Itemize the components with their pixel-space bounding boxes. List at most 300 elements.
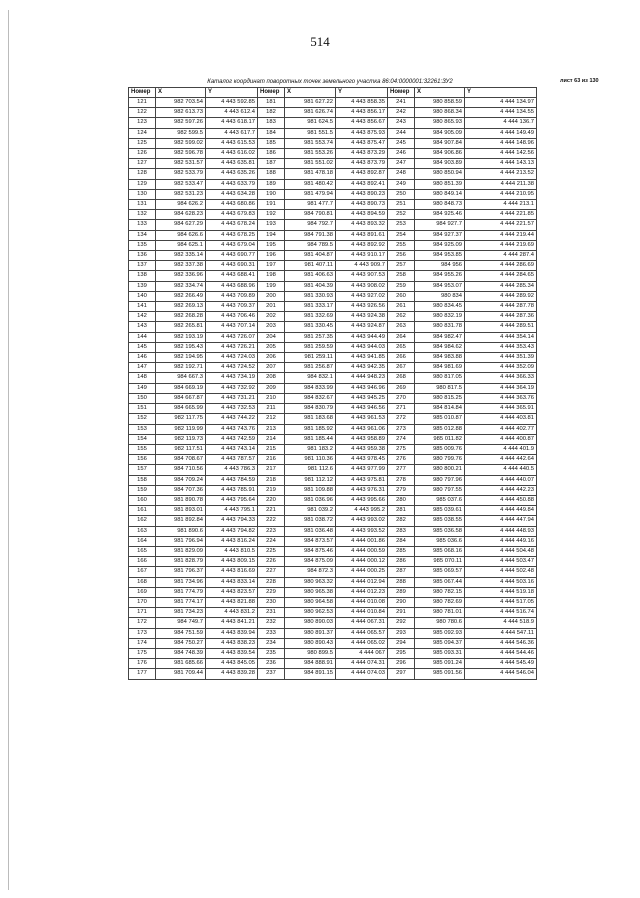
point-number-cell: 150	[129, 393, 156, 403]
table-row	[129, 220, 537, 230]
x-coordinate-cell: 980 891.37	[285, 628, 336, 638]
table-row	[129, 312, 537, 322]
x-coordinate-cell: 981 890.6	[156, 526, 206, 536]
y-coordinate-cell: 4 443 856.17	[336, 108, 388, 118]
y-coordinate-cell: 4 443 941.85	[336, 353, 388, 363]
point-number-cell: 159	[129, 485, 156, 495]
y-coordinate-cell: 4 444 065.57	[336, 628, 388, 638]
point-number-cell: 126	[129, 149, 156, 159]
x-coordinate-cell: 982 269.13	[156, 302, 206, 312]
point-number-cell: 278	[388, 475, 415, 485]
y-coordinate-cell: 4 444 352.09	[465, 363, 537, 373]
point-number-cell: 273	[388, 424, 415, 434]
table-row	[129, 189, 537, 199]
table-row	[129, 322, 537, 332]
table-caption: Каталог координат поворотных точек земельного участка 86:04:0000001:32261:ЗУ2	[207, 79, 453, 85]
point-number-cell: 292	[388, 618, 415, 628]
x-coordinate-cell: 982 266.49	[156, 291, 206, 301]
x-coordinate-cell: 980 797.96	[415, 475, 465, 485]
x-coordinate-cell: 981 110.36	[285, 455, 336, 465]
y-coordinate-cell: 4 444 074.03	[336, 669, 388, 679]
x-coordinate-cell: 984 814.84	[415, 404, 465, 414]
y-coordinate-cell: 4 444 503.16	[465, 577, 537, 587]
point-number-cell: 259	[388, 281, 415, 291]
x-coordinate-cell: 982 335.14	[156, 251, 206, 261]
point-number-cell: 243	[388, 118, 415, 128]
y-coordinate-cell: 4 443 688.96	[206, 281, 258, 291]
y-coordinate-cell: 4 443 795.64	[206, 495, 258, 505]
point-number-cell: 164	[129, 536, 156, 546]
point-number-cell: 195	[258, 240, 285, 250]
y-coordinate-cell: 4 444 289.92	[465, 291, 537, 301]
y-coordinate-cell: 4 444 289.51	[465, 322, 537, 332]
y-coordinate-cell: 4 443 873.29	[336, 149, 388, 159]
y-coordinate-cell: 4 444 221.57	[465, 220, 537, 230]
point-number-cell: 225	[258, 546, 285, 556]
y-coordinate-cell: 4 443 795.1	[206, 506, 258, 516]
x-coordinate-cell: 980 865.93	[415, 118, 465, 128]
y-coordinate-cell: 4 444 284.65	[465, 271, 537, 281]
x-coordinate-cell: 985 070.11	[415, 557, 465, 567]
y-coordinate-cell: 4 444 210.95	[465, 189, 537, 199]
y-coordinate-cell: 4 444 547.11	[465, 628, 537, 638]
y-coordinate-cell: 4 443 975.81	[336, 475, 388, 485]
x-coordinate-cell: 981 406.63	[285, 271, 336, 281]
point-number-cell: 140	[129, 291, 156, 301]
point-number-cell: 207	[258, 363, 285, 373]
x-coordinate-cell: 980 858.59	[415, 98, 465, 108]
point-number-cell: 235	[258, 648, 285, 658]
x-coordinate-cell: 984 789.5	[285, 240, 336, 250]
y-coordinate-cell: 4 444 516.74	[465, 608, 537, 618]
x-coordinate-cell: 981 036.48	[285, 526, 336, 536]
y-coordinate-cell: 4 443 890.73	[336, 200, 388, 210]
y-coordinate-cell: 4 443 839.94	[206, 628, 258, 638]
x-coordinate-cell: 981 478.18	[285, 169, 336, 179]
y-coordinate-cell: 4 443 635.81	[206, 159, 258, 169]
y-coordinate-cell: 4 443 841.21	[206, 618, 258, 628]
x-coordinate-cell: 981 828.79	[156, 557, 206, 567]
x-coordinate-cell: 981 551.5	[285, 128, 336, 138]
scan-edge-line	[8, 10, 9, 890]
point-number-cell: 148	[129, 373, 156, 383]
y-coordinate-cell: 4 444 067	[336, 648, 388, 658]
x-coordinate-cell: 982 195.43	[156, 342, 206, 352]
point-number-cell: 249	[388, 179, 415, 189]
y-coordinate-cell: 4 443 856.67	[336, 118, 388, 128]
point-number-cell: 134	[129, 230, 156, 240]
point-number-cell: 234	[258, 638, 285, 648]
x-coordinate-cell: 985 093.31	[415, 648, 465, 658]
x-coordinate-cell: 980 799.76	[415, 455, 465, 465]
y-coordinate-cell: 4 444 449.16	[465, 536, 537, 546]
point-number-cell: 135	[129, 240, 156, 250]
point-number-cell: 133	[129, 220, 156, 230]
point-number-cell: 175	[129, 648, 156, 658]
x-coordinate-cell: 984 905.09	[415, 128, 465, 138]
y-coordinate-cell: 4 443 910.17	[336, 251, 388, 261]
y-coordinate-cell: 4 443 944.03	[336, 342, 388, 352]
y-coordinate-cell: 4 443 633.79	[206, 179, 258, 189]
y-coordinate-cell: 4 443 823.57	[206, 587, 258, 597]
point-number-cell: 213	[258, 424, 285, 434]
table-row	[129, 373, 537, 383]
y-coordinate-cell: 4 444 074.31	[336, 659, 388, 669]
x-coordinate-cell: 984 830.79	[285, 404, 336, 414]
x-coordinate-cell: 984 792.7	[285, 220, 336, 230]
point-number-cell: 253	[388, 220, 415, 230]
x-coordinate-cell: 982 268.28	[156, 312, 206, 322]
point-number-cell: 131	[129, 200, 156, 210]
x-coordinate-cell: 982 703.54	[156, 98, 206, 108]
y-coordinate-cell: 4 444 502.48	[465, 567, 537, 577]
point-number-cell: 136	[129, 251, 156, 261]
point-number-cell: 199	[258, 281, 285, 291]
y-coordinate-cell: 4 444 403.81	[465, 414, 537, 424]
point-number-cell: 245	[388, 138, 415, 148]
y-coordinate-cell: 4 443 724.52	[206, 363, 258, 373]
point-number-cell: 123	[129, 118, 156, 128]
point-number-cell: 214	[258, 434, 285, 444]
y-coordinate-cell: 4 444 442.64	[465, 455, 537, 465]
point-number-cell: 258	[388, 271, 415, 281]
x-coordinate-cell: 981 553.74	[285, 138, 336, 148]
point-number-cell: 127	[129, 159, 156, 169]
point-number-cell: 263	[388, 322, 415, 332]
y-coordinate-cell: 4 443 890.23	[336, 189, 388, 199]
table-row	[129, 444, 537, 454]
point-number-cell: 158	[129, 475, 156, 485]
y-coordinate-cell: 4 444 000.59	[336, 546, 388, 556]
y-coordinate-cell: 4 443 995.66	[336, 495, 388, 505]
x-coordinate-cell: 984 907.84	[415, 138, 465, 148]
y-coordinate-cell: 4 444 365.91	[465, 404, 537, 414]
point-number-cell: 121	[129, 98, 156, 108]
x-coordinate-cell: 984 875.46	[285, 546, 336, 556]
table-row	[129, 363, 537, 373]
x-coordinate-cell: 984 708.67	[156, 455, 206, 465]
y-coordinate-cell: 4 443 909.7	[336, 261, 388, 271]
point-number-cell: 272	[388, 414, 415, 424]
point-number-cell: 227	[258, 567, 285, 577]
point-number-cell: 237	[258, 669, 285, 679]
table-row	[129, 485, 537, 495]
point-number-cell: 212	[258, 414, 285, 424]
point-number-cell: 186	[258, 149, 285, 159]
column-header: Y	[336, 88, 388, 98]
point-number-cell: 264	[388, 332, 415, 342]
y-coordinate-cell: 4 443 977.99	[336, 465, 388, 475]
table-row	[129, 128, 537, 138]
y-coordinate-cell: 4 443 924.38	[336, 312, 388, 322]
x-coordinate-cell: 985 010.87	[415, 414, 465, 424]
point-number-cell: 155	[129, 444, 156, 454]
x-coordinate-cell: 984 750.27	[156, 638, 206, 648]
point-number-cell: 143	[129, 322, 156, 332]
table-row	[129, 414, 537, 424]
y-coordinate-cell: 4 443 617.7	[206, 128, 258, 138]
point-number-cell: 220	[258, 495, 285, 505]
table-row	[129, 342, 537, 352]
y-coordinate-cell: 4 444 544.46	[465, 648, 537, 658]
y-coordinate-cell: 4 444 450.88	[465, 495, 537, 505]
point-number-cell: 265	[388, 342, 415, 352]
x-coordinate-cell: 984 625.1	[156, 240, 206, 250]
x-coordinate-cell: 984 925.09	[415, 240, 465, 250]
y-coordinate-cell: 4 443 891.61	[336, 230, 388, 240]
column-header: Y	[206, 88, 258, 98]
x-coordinate-cell: 981 256.87	[285, 363, 336, 373]
table-row	[129, 261, 537, 271]
x-coordinate-cell: 984 626.6	[156, 230, 206, 240]
x-coordinate-cell: 984 891.15	[285, 669, 336, 679]
point-number-cell: 167	[129, 567, 156, 577]
x-coordinate-cell: 980 834.45	[415, 302, 465, 312]
point-number-cell: 216	[258, 455, 285, 465]
y-coordinate-cell: 4 443 688.41	[206, 271, 258, 281]
y-coordinate-cell: 4 443 926.56	[336, 302, 388, 312]
point-number-cell: 184	[258, 128, 285, 138]
x-coordinate-cell: 980 815.25	[415, 393, 465, 403]
y-coordinate-cell: 4 443 744.22	[206, 414, 258, 424]
y-coordinate-cell: 4 443 976.31	[336, 485, 388, 495]
x-coordinate-cell: 981 407.11	[285, 261, 336, 271]
y-coordinate-cell: 4 444 213.52	[465, 169, 537, 179]
x-coordinate-cell: 982 194.95	[156, 353, 206, 363]
point-number-cell: 163	[129, 526, 156, 536]
x-coordinate-cell: 984 953.85	[415, 251, 465, 261]
y-coordinate-cell: 4 444 065.02	[336, 638, 388, 648]
y-coordinate-cell: 4 444 354.14	[465, 332, 537, 342]
point-number-cell: 210	[258, 393, 285, 403]
point-number-cell: 247	[388, 159, 415, 169]
point-number-cell: 168	[129, 577, 156, 587]
y-coordinate-cell: 4 444 287.78	[465, 302, 537, 312]
x-coordinate-cell: 980 868.34	[415, 108, 465, 118]
table-row	[129, 567, 537, 577]
point-number-cell: 248	[388, 169, 415, 179]
table-row	[129, 210, 537, 220]
table-row	[129, 608, 537, 618]
y-coordinate-cell: 4 443 993.02	[336, 516, 388, 526]
x-coordinate-cell: 982 531.23	[156, 189, 206, 199]
x-coordinate-cell: 982 265.81	[156, 322, 206, 332]
y-coordinate-cell: 4 444 010.84	[336, 608, 388, 618]
point-number-cell: 290	[388, 597, 415, 607]
x-coordinate-cell: 985 012.88	[415, 424, 465, 434]
x-coordinate-cell: 981 480.42	[285, 179, 336, 189]
table-row	[129, 240, 537, 250]
table-row	[129, 536, 537, 546]
table-row	[129, 404, 537, 414]
point-number-cell: 141	[129, 302, 156, 312]
point-number-cell: 200	[258, 291, 285, 301]
x-coordinate-cell: 984 751.59	[156, 628, 206, 638]
y-coordinate-cell: 4 444 517.05	[465, 597, 537, 607]
y-coordinate-cell: 4 443 978.45	[336, 455, 388, 465]
point-number-cell: 149	[129, 383, 156, 393]
point-number-cell: 125	[129, 138, 156, 148]
y-coordinate-cell: 4 444 442.23	[465, 485, 537, 495]
point-number-cell: 185	[258, 138, 285, 148]
y-coordinate-cell: 4 444 149.49	[465, 128, 537, 138]
x-coordinate-cell: 984 832.1	[285, 373, 336, 383]
table-row	[129, 546, 537, 556]
point-number-cell: 177	[129, 669, 156, 679]
y-coordinate-cell: 4 444 000.12	[336, 557, 388, 567]
x-coordinate-cell: 980 832.19	[415, 312, 465, 322]
y-coordinate-cell: 4 443 946.56	[336, 404, 388, 414]
x-coordinate-cell: 981 039.2	[285, 506, 336, 516]
x-coordinate-cell: 980 817.05	[415, 373, 465, 383]
x-coordinate-cell: 982 533.79	[156, 169, 206, 179]
x-coordinate-cell: 984 981.69	[415, 363, 465, 373]
table-row	[129, 353, 537, 363]
y-coordinate-cell: 4 443 709.37	[206, 302, 258, 312]
point-number-cell: 284	[388, 536, 415, 546]
point-number-cell: 218	[258, 475, 285, 485]
point-number-cell: 294	[388, 638, 415, 648]
y-coordinate-cell: 4 443 784.59	[206, 475, 258, 485]
y-coordinate-cell: 4 443 816.69	[206, 567, 258, 577]
x-coordinate-cell: 984 710.56	[156, 465, 206, 475]
y-coordinate-cell: 4 443 810.5	[206, 546, 258, 556]
x-coordinate-cell: 981 404.39	[285, 281, 336, 291]
x-coordinate-cell: 984 667.3	[156, 373, 206, 383]
x-coordinate-cell: 981 257.35	[285, 332, 336, 342]
y-coordinate-cell: 4 444 286.69	[465, 261, 537, 271]
point-number-cell: 295	[388, 648, 415, 658]
point-number-cell: 271	[388, 404, 415, 414]
x-coordinate-cell: 981 404.87	[285, 251, 336, 261]
x-coordinate-cell: 985 068.16	[415, 546, 465, 556]
table-row	[129, 271, 537, 281]
x-coordinate-cell: 980 782.69	[415, 597, 465, 607]
y-coordinate-cell: 4 443 679.83	[206, 210, 258, 220]
table-row	[129, 149, 537, 159]
y-coordinate-cell: 4 443 875.47	[336, 138, 388, 148]
x-coordinate-cell: 984 983.88	[415, 353, 465, 363]
y-coordinate-cell: 4 444 519.18	[465, 587, 537, 597]
point-number-cell: 166	[129, 557, 156, 567]
x-coordinate-cell: 980 782.15	[415, 587, 465, 597]
point-number-cell: 262	[388, 312, 415, 322]
x-coordinate-cell: 984 903.89	[415, 159, 465, 169]
point-number-cell: 215	[258, 444, 285, 454]
table-row	[129, 118, 537, 128]
y-coordinate-cell: 4 444 948.23	[336, 373, 388, 383]
y-coordinate-cell: 4 443 787.57	[206, 455, 258, 465]
x-coordinate-cell: 981 479.94	[285, 189, 336, 199]
table-row	[129, 179, 537, 189]
x-coordinate-cell: 984 906.86	[415, 149, 465, 159]
point-number-cell: 171	[129, 608, 156, 618]
x-coordinate-cell: 981 626.74	[285, 108, 336, 118]
point-number-cell: 193	[258, 220, 285, 230]
point-number-cell: 232	[258, 618, 285, 628]
point-number-cell: 192	[258, 210, 285, 220]
sheet-label: лист 63 из 130	[560, 78, 599, 84]
y-coordinate-cell: 4 443 993.52	[336, 526, 388, 536]
x-coordinate-cell: 980 780.6	[415, 618, 465, 628]
y-coordinate-cell: 4 443 742.59	[206, 434, 258, 444]
point-number-cell: 231	[258, 608, 285, 618]
y-coordinate-cell: 4 444 401.9	[465, 444, 537, 454]
page-number: 514	[310, 34, 330, 49]
point-number-cell: 256	[388, 251, 415, 261]
x-coordinate-cell: 981 892.84	[156, 516, 206, 526]
x-coordinate-cell: 981 709.44	[156, 669, 206, 679]
x-coordinate-cell: 984 953.07	[415, 281, 465, 291]
x-coordinate-cell: 982 596.78	[156, 149, 206, 159]
point-number-cell: 219	[258, 485, 285, 495]
x-coordinate-cell: 981 332.69	[285, 312, 336, 322]
table-row	[129, 526, 537, 536]
point-number-cell: 226	[258, 557, 285, 567]
point-number-cell: 221	[258, 506, 285, 516]
x-coordinate-cell: 981 036.96	[285, 495, 336, 505]
y-coordinate-cell: 4 443 892.92	[336, 240, 388, 250]
y-coordinate-cell: 4 444 219.44	[465, 230, 537, 240]
y-coordinate-cell: 4 443 831.2	[206, 608, 258, 618]
y-coordinate-cell: 4 444 134.55	[465, 108, 537, 118]
y-coordinate-cell: 4 443 690.77	[206, 251, 258, 261]
point-number-cell: 205	[258, 342, 285, 352]
point-number-cell: 174	[129, 638, 156, 648]
y-coordinate-cell: 4 444 363.76	[465, 393, 537, 403]
x-coordinate-cell: 980 848.73	[415, 200, 465, 210]
column-header: Номер	[388, 88, 415, 98]
point-number-cell: 172	[129, 618, 156, 628]
x-coordinate-cell: 981 185.44	[285, 434, 336, 444]
y-coordinate-cell: 4 444 546.36	[465, 638, 537, 648]
x-coordinate-cell: 985 067.44	[415, 577, 465, 587]
x-coordinate-cell: 982 119.99	[156, 424, 206, 434]
point-number-cell: 181	[258, 98, 285, 108]
y-coordinate-cell: 4 443 945.25	[336, 393, 388, 403]
point-number-cell: 274	[388, 434, 415, 444]
point-number-cell: 145	[129, 342, 156, 352]
x-coordinate-cell: 984 925.46	[415, 210, 465, 220]
y-coordinate-cell: 4 443 944.49	[336, 332, 388, 342]
point-number-cell: 244	[388, 128, 415, 138]
x-coordinate-cell: 980 800.21	[415, 465, 465, 475]
x-coordinate-cell: 984 707.36	[156, 485, 206, 495]
point-number-cell: 224	[258, 536, 285, 546]
y-coordinate-cell: 4 443 615.53	[206, 138, 258, 148]
x-coordinate-cell: 984 873.57	[285, 536, 336, 546]
table-row	[129, 495, 537, 505]
x-coordinate-cell: 985 037.6	[415, 495, 465, 505]
column-header: Y	[465, 88, 537, 98]
y-coordinate-cell: 4 443 858.35	[336, 98, 388, 108]
x-coordinate-cell: 981 553.26	[285, 149, 336, 159]
point-number-cell: 285	[388, 546, 415, 556]
table-row	[129, 291, 537, 301]
x-coordinate-cell: 982 117.75	[156, 414, 206, 424]
x-coordinate-cell: 980 851.39	[415, 179, 465, 189]
y-coordinate-cell: 4 443 734.19	[206, 373, 258, 383]
y-coordinate-cell: 4 443 732.53	[206, 404, 258, 414]
y-coordinate-cell: 4 443 894.59	[336, 210, 388, 220]
x-coordinate-cell: 982 599.5	[156, 128, 206, 138]
point-number-cell: 267	[388, 363, 415, 373]
x-coordinate-cell: 980 781.01	[415, 608, 465, 618]
table-row	[129, 230, 537, 240]
y-coordinate-cell: 4 443 618.17	[206, 118, 258, 128]
point-number-cell: 196	[258, 251, 285, 261]
y-coordinate-cell: 4 443 838.23	[206, 638, 258, 648]
